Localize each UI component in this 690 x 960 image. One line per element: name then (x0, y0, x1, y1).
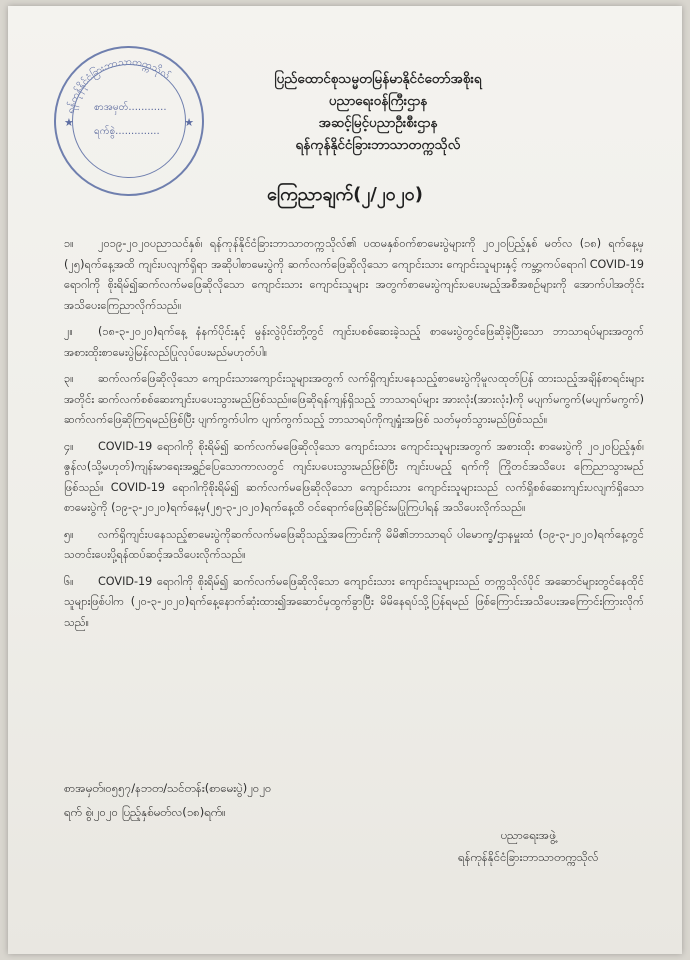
paragraph (64, 572, 644, 634)
paragraph-number: ၂။ (64, 325, 73, 338)
paragraph (64, 322, 644, 363)
seal-star-icon: ★ (64, 116, 74, 129)
paragraph-text: ဆက်လက်ဖြေဆိုလိုသော ကျောင်းသားကျောင်းသူများအတွက် လက်ရှိကျင်းပနေသည့်စာမေးပွဲကိုမူလထုတ်ပြန် ထားသည့်အချိန်စာရင်းများအတိုင်း ဆက်လက်စစ်ဆေးကျင်းပပေးသွားမည်ဖြစ်သည်။ဖြေဆိုရန်ကျန်ရှိသည့် ဘာသာရပ်များ အားလုံး(အားလုံး)ကို မပျက်မကွက်(မပျက်မကွက်) ဆက်လက်ဖြေဆိုကြရမည်ဖြစ်ပြီး ပျက်ကွက်ပါက ပျက်ကွက်သည့် ဘာသာရပ်ကိုကျရှုံးအဖြစ် သတ်မှတ်သွားမည်ဖြစ်သည်။ (64, 372, 644, 426)
signature-block (458, 824, 599, 868)
document-page (8, 6, 682, 954)
seal-date-line: ရက်စွဲ.............. (94, 126, 160, 137)
signature-institution: ရန်ကုန်နိုင်ငံခြားဘာသာတက္ကသိုလ် (458, 850, 599, 864)
paragraph-text: COVID-19 ရောဂါကို စိုးရိမ်၍ ဆက်လက်မဖြေဆိုလိုသော ကျောင်းသား ကျောင်းသူများအတွက် အစားထိုး စာမေးပွဲကို ၂၀၂၀ပြည့်နှစ်၊ ဇွန်လ(သို့မဟုတ်)ကျန်းမာရေးအရွှဉ်ပြေသောကာလတွင် ကျင်းပပေးသွားမည်ဖြစ်ပြီး ကျင်းပမည့် ရက်ကို ကြိုတင်အသိပေး ကြေညာသွားမည်ဖြစ်သည်။ COVID-19 ရောဂါကိုစိုးရိမ်၍ ဆက်လက်မဖြေဆိုလိုသော ကျောင်းသား ကျောင်းသူများသည် လက်ရှိစစ်ဆေးကျင်းပလျက်ရှိသောစာမေးပွဲကို (၁၉-၃-၂၀၂၀)ရက်နေ့မှ(၂၅-၃-၂၀၂၀)ရက်နေ့ထိ ဝင်ရောက်ဖြေဆိုခြင်းမပြုကြပါရန် အသိပေးလိုက်သည်။ (64, 439, 644, 514)
announcement-body (64, 234, 644, 639)
paragraph-number: ၁။ (64, 237, 74, 250)
seal-inner-ring (72, 64, 186, 178)
svg-text:ရန်ကုန်နိုင်ငံခြားဘာသာတက္ကသိုလ: ရန်ကုန်နိုင်ငံခြားဘာသာတက္ကသိုလ် (65, 56, 172, 115)
seal-star-icon: ★ (184, 116, 194, 129)
paragraph-text: COVID-19 ရောဂါကို စိုးရိမ်၍ ဆက်လက်မဖြေဆိုလိုသော ကျောင်းသား ကျောင်းသူများသည် တက္ကသိုလ်ပိုင် အဆောင်များတွင်နေထိုင်သူများဖြစ်ပါက (၂၀-၃-၂၀၂၀)ရက်နေ့နောက်ဆုံးထား၍အဆောင်မှထွက်ခွာပြီး မိမိနေရပ်သို့ပြန်ရမည် ဖြစ်ကြောင်းအသိပေးအကြောင်းကြားလိုက်သည်။ (64, 574, 644, 629)
paragraph-text: လက်ရှိကျင်းပနေသည့်စာမေးပွဲကိုဆက်လက်မဖြေဆိုသည့်အကြောင်းကို မိမိ၏ဘာသာရပ် ပါမောက္ခ/ဌာနမှူးထံ (၁၉-၃-၂၀၂၀)ရက်နေ့တွင်သတင်းပေးပို့ရန်ထပ်ဆင့်အသိပေးလိုက်သည်။ (64, 527, 644, 561)
announcement-title: ကြေညာချက်(၂/၂၀၂၀) (267, 184, 423, 205)
letterhead (208, 68, 548, 156)
paragraph (64, 525, 644, 566)
letterhead-ministry: ပညာရေးဝန်ကြီးဌာန (328, 93, 428, 109)
reference-date: ရက် စွဲ၊၂၀၂၀ ပြည့်နှစ်မတ်လ(၁၈)ရက်။ (64, 805, 226, 819)
paragraph-text: (၁၈-၃-၂၀၂၀)ရက်နေ့ နံနက်ပိုင်းနှင့် မွန်းလွဲပိုင်းတို့တွင် ကျင်းပစစ်ဆေးခဲ့သည့် စာမေးပွဲတွင်ဖြေဆိုခဲ့ပြီးသော ဘာသာရပ်များအတွက်အစားထိုးစာမေးပွဲမြန်လည်ပြုလုပ်ပေးမည်မဟုတ်ပါ။ (64, 325, 644, 359)
paragraph (64, 234, 644, 316)
paragraph-number: ၄။ (64, 439, 74, 453)
reference-number: စာအမှတ်၊၀၅၅၇/နဘတ/သင်တန်း(စာမေးပွဲ)၂၀၂၀ (64, 781, 272, 795)
seal-ref-line: စာအမှတ်............ (94, 102, 167, 113)
paragraph (64, 369, 644, 431)
letterhead-university: ရန်ကုန်နိုင်ငံခြားဘာသာတက္ကသိုလ် (295, 137, 461, 153)
paragraph-text: ၂၀၁၉-၂၀၂၀ပညာသင်နှစ်၊ ရန်ကုန်နိုင်ငံခြားဘာသာတက္ကသိုလ်၏ ပထမနှစ်ဝက်စာမေးပွဲများကို ၂၀၂၀ပြည့်နှစ် မတ်လ (၁၈) ရက်နေ့မှ (၂၅)ရက်နေ့အထိ ကျင်းပလျက်ရှိရာ အဆိုပါစာမေးပွဲကို ဆက်လက်ဖြေဆိုလိုသော ကျောင်းသား ကျောင်းသူများနှင့် ကမ္ဘာ့ကပ်ရောဂါ COVID-19 ရောဂါကို စိုးရိမ်၍ဆက်လက်မဖြေဆိုလိုသော ကျောင်းသား ကျောင်းသူများ အတွက်စာမေးပွဲကျင်းပပေးမည့်အစီအစဉ်များကို အောက်ပါအတိုင်း အသိပေးကြေညာလိုက်သည်။ (64, 237, 644, 312)
letterhead-department: အဆင့်မြင့်ပညာဦးစီးဌာန (318, 115, 438, 131)
document-reference (64, 776, 271, 824)
letterhead-government: ပြည်ထောင်စုသမ္မတမြန်မာနိုင်ငံတော်အစိုးရ (274, 71, 482, 87)
official-seal-stamp (54, 46, 204, 196)
paragraph-number: ၃။ (64, 372, 74, 385)
paragraph-number: ၆။ (64, 574, 74, 588)
paragraph-number: ၅။ (64, 527, 74, 541)
paragraph (64, 437, 644, 519)
signature-body: ပညာရေးအဖွဲ့ (500, 828, 556, 842)
